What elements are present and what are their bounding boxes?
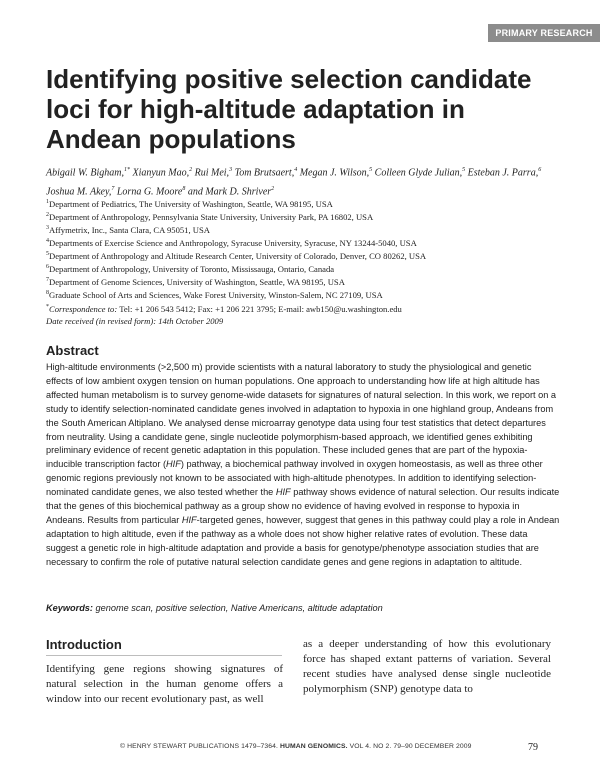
article-title: Identifying positive selection candidate loci for high-altitude adaptation in Andean populations — [46, 64, 532, 154]
author-name: Tom Brutsaert, — [234, 167, 295, 179]
author-affiliation-marker: 8 — [182, 186, 186, 193]
author-affiliation-marker: 5 — [462, 167, 466, 173]
date-received: Date received (in revised form): 14th October 2009 — [46, 316, 224, 326]
affiliation-number: 6 — [46, 264, 49, 271]
affiliation-number: 5 — [46, 251, 49, 258]
section-banner: PRIMARY RESEARCH — [488, 24, 600, 42]
introduction-column-right: as a deeper understanding of how this evolutionary force has shaped extant patterns of variation. Several recent studies have analysed dense single nucleotide polymorphism (SNP) genotype data to — [303, 638, 551, 695]
keywords — [46, 603, 383, 613]
abstract-heading: Abstract — [46, 343, 99, 358]
affiliation-item — [46, 249, 566, 262]
affiliation-item — [46, 210, 566, 223]
correspondence — [46, 302, 566, 315]
footer-publisher: © HENRY STEWART PUBLICATIONS 1479–7364. — [120, 743, 278, 750]
affiliation-text: Department of Pediatrics, The University of Washington, Seattle, WA 98195, USA — [49, 198, 333, 209]
author-name: Xianyun Mao, — [132, 167, 190, 179]
author-name: Megan J. Wilson, — [299, 167, 370, 179]
affiliation-text: Department of Genome Sciences, University of Washington, Seattle, WA 98195, USA — [49, 277, 345, 288]
author-affiliation-marker: 3 — [229, 167, 233, 173]
affiliation-item — [46, 197, 566, 210]
gene-symbol: HIF — [181, 514, 197, 525]
page-footer — [120, 743, 472, 750]
author-list — [46, 162, 556, 201]
author-affiliation-marker: 5 — [369, 167, 373, 173]
author-name: and Mark D. Shriver — [187, 186, 272, 198]
footer-journal: HUMAN GENOMICS. — [280, 743, 348, 750]
affiliation-number: 7 — [46, 277, 49, 284]
affiliation-number: 1 — [46, 199, 49, 205]
correspondence-label: Correspondence to: — [49, 303, 118, 314]
correspondence-marker: * — [46, 303, 49, 310]
affiliation-text: Department of Anthropology, Pennsylvania State University, University Park, PA 16802, USA — [49, 211, 374, 222]
affiliation-number: 2 — [46, 212, 49, 219]
author-affiliation-marker: 2 — [271, 186, 275, 193]
affiliation-number: 8 — [46, 290, 49, 297]
affiliation-text: Departments of Exercise Science and Anthropology, Syracuse University, Syracuse, NY 13244-5040, USA — [49, 238, 417, 249]
footer-issue: VOL 4. NO 2. 79–90 DECEMBER 2009 — [349, 743, 472, 750]
author-affiliation-marker: 1* — [123, 167, 130, 173]
affiliations — [46, 197, 566, 315]
affiliation-number: 3 — [46, 225, 49, 232]
author-affiliation-marker: 7 — [111, 186, 115, 193]
affiliation-number: 4 — [46, 238, 49, 245]
gene-symbol: HIF — [166, 459, 181, 470]
author-name: Esteban J. Parra, — [467, 167, 539, 179]
introduction-rule — [46, 655, 282, 656]
affiliation-text: Department of Anthropology and Altitude Research Center, University of Colorado, Denver, CO 80262, USA — [49, 251, 427, 262]
abstract-text: High-altitude environments (>2,500 m) provide scientists with a natural laboratory to study the physiological and genetic effects of low ambient oxygen tension on human populations. One approach to understanding how life at high altitude has affected human metabolism is to survey genome-wide datasets for signatures of natural selection. In this work, we report on a study to identify selection-nominated candidate genes involved in adaptation to hypoxia in one highland group, Andeans from the South American Altiplano. We analysed dense microarray genotype data using four test statistics that detect departures from neutrality. Using a candidate gene, single nucleotide polymorphism-based approach, we identified genes exhibiting preliminary evidence of recent genetic adaptation in this population. These included genes that are part of the hypoxia-inducible transcription factor (HIF) pathway, a biochemical pathway involved in oxygen homeostasis, as well as three other genomic regions previously not known to be associated with high-altitude phenotypes. In addition to identifying selection-nominated candidate genes, we also tested whether the HIF pathway shows evidence of natural selection. Our results indicate that the genes of this biochemical pathway as a group show no evidence of having evolved in response to hypoxia in Andeans. Results from particular HIF-targeted genes, however, suggest that genes in this pathway could play a role in Andean adaptation to high altitude, even if the pathway as a whole does not show higher relative rates of evolution. These data suggest a genetic role in high-altitude adaptation and provide a basis for genotype/phenotype association studies that are necessary to confirm the role of putative natural selection candidate genes and gene regions in adaptation to altitude. — [46, 362, 560, 567]
introduction-heading: Introduction — [46, 637, 122, 652]
introduction-column-left: Identifying gene regions showing signatures of natural selection in the human genome offers a window into our recent evolutionary past, as well — [46, 663, 283, 705]
author-name: Lorna G. Moore — [116, 186, 183, 198]
affiliation-list — [46, 197, 566, 302]
author-name: Abigail W. Bigham, — [46, 167, 124, 179]
affiliation-text: Affymetrix, Inc., Santa Clara, CA 95051, USA — [49, 224, 210, 235]
author-name: Colleen Glyde Julian, — [374, 167, 463, 179]
affiliation-item — [46, 288, 566, 301]
author-affiliation-marker: 4 — [294, 167, 298, 173]
affiliation-item — [46, 275, 566, 288]
keywords-label: Keywords: — [46, 603, 93, 613]
affiliation-text: Graduate School of Arts and Sciences, Wake Forest University, Winston-Salem, NC 27109, USA — [49, 290, 383, 301]
keywords-value: genome scan, positive selection, Native Americans, altitude adaptation — [95, 603, 383, 613]
author-name: Rui Mei, — [194, 167, 230, 179]
author-name: Joshua M. Akey, — [46, 186, 112, 198]
author-affiliation-marker: 6 — [538, 167, 542, 173]
affiliation-item — [46, 262, 566, 275]
correspondence-details: Tel: +1 206 543 5412; Fax: +1 206 221 3795; E-mail: awb150@u.washington.edu — [119, 303, 402, 314]
page-number: 79 — [528, 742, 538, 753]
author-affiliation-marker: 2 — [189, 167, 193, 173]
affiliation-item — [46, 236, 566, 249]
affiliation-text: Department of Anthropology, University of Toronto, Mississauga, Ontario, Canada — [49, 264, 335, 275]
gene-symbol: HIF — [275, 487, 291, 498]
affiliation-item — [46, 223, 566, 236]
